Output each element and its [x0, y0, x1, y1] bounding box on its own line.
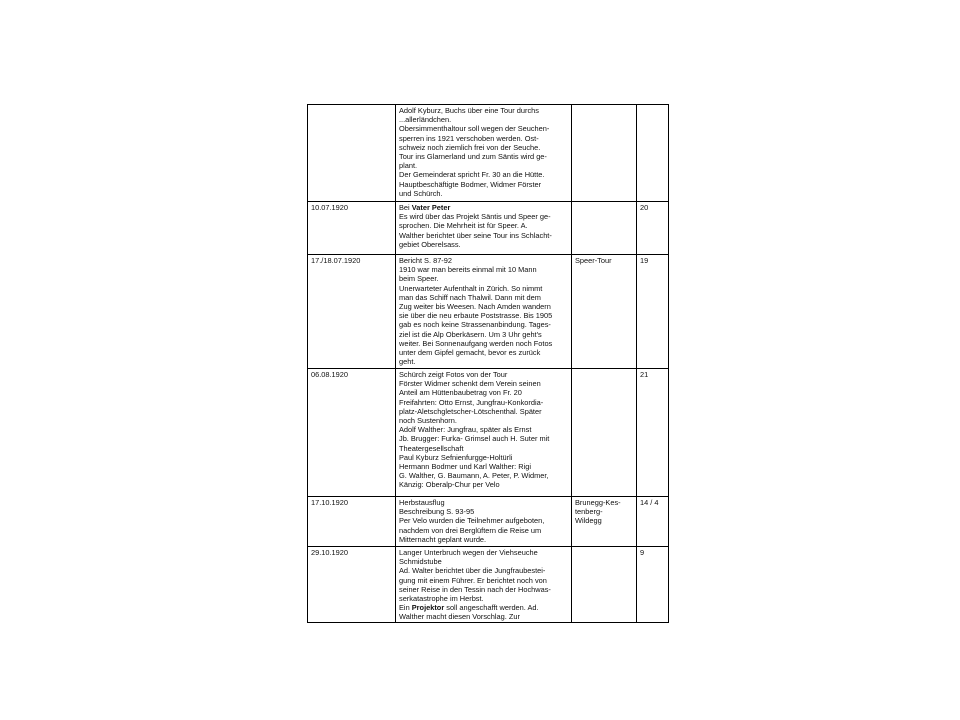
notes-cell — [396, 202, 572, 255]
note-line — [399, 161, 568, 170]
note-text: Theatergesellschaft — [399, 443, 464, 453]
note-line — [399, 203, 568, 212]
note-line — [399, 115, 568, 124]
note-line — [399, 152, 568, 161]
note-line — [399, 471, 568, 480]
log-row — [308, 255, 669, 369]
note-line — [399, 284, 568, 293]
note-line — [399, 516, 568, 525]
note-line — [399, 535, 568, 544]
note-text: Der Gemeinderat spricht Fr. 30 an die Hütte. — [399, 170, 545, 180]
note-line — [399, 388, 568, 397]
date-cell — [308, 497, 396, 547]
note-text: noch Sustenhorn. — [399, 416, 457, 426]
note-text: schweiz noch ziemlich frei von der Seuche. — [399, 142, 541, 152]
note-line — [399, 106, 568, 115]
note-text: Per Velo wurden die Teilnehmer aufgeboten, — [399, 516, 545, 526]
note-line — [399, 311, 568, 320]
note-text: Beschreibung S. 93-95 — [399, 507, 475, 517]
note-text: Hauptbeschäftigte Bodmer, Widmer Förster — [399, 179, 542, 189]
note-text: plant. — [399, 161, 418, 171]
note-text: Herbstausflug — [399, 498, 445, 507]
note-text: platz-Aletschgletscher-Lötschenthal. Später — [399, 406, 542, 416]
note-line — [399, 379, 568, 388]
meeting-log-table — [307, 104, 669, 623]
note-text: Bei — [399, 203, 412, 212]
note-line — [399, 170, 568, 179]
note-line — [399, 189, 568, 198]
note-line — [399, 320, 568, 329]
note-text: Walther berichtet über seine Tour ins Schlacht- — [399, 230, 552, 240]
note-text: Ein — [399, 603, 412, 613]
page-ref-text: 21 — [640, 370, 649, 379]
note-text: Zug weiter bis Weesen. Nach Amden wandern — [399, 302, 551, 312]
note-text: soll angeschafft werden. Ad. — [444, 603, 539, 613]
note-line — [399, 407, 568, 416]
note-line — [399, 585, 568, 594]
note-text: Känzig: Oberalp-Chur per Velo — [399, 480, 500, 490]
note-text: Freifahrten: Otto Ernst, Jungfrau-Konkordia- — [399, 397, 544, 407]
bold-name-text: Vater Peter — [411, 203, 451, 212]
note-line — [399, 348, 568, 357]
tour-cell — [572, 369, 637, 497]
note-line — [399, 221, 568, 230]
note-line — [399, 594, 568, 603]
note-line — [399, 330, 568, 339]
tour-cell — [572, 547, 637, 623]
page-ref-text: 20 — [640, 203, 649, 212]
note-text: gung mit einem Führer. Er berichtet noch von — [399, 575, 547, 585]
note-line — [399, 398, 568, 407]
log-row — [308, 105, 669, 202]
note-line — [399, 566, 568, 575]
note-text: Adolf Kyburz, Buchs über eine Tour durchs — [399, 106, 539, 115]
note-text: Obersimmenthaltour soll wegen der Seuchen- — [399, 124, 550, 134]
notes-cell — [396, 497, 572, 547]
log-row — [308, 547, 669, 623]
date-text: 17.10.1920 — [311, 498, 348, 507]
page-ref-text: 19 — [640, 256, 649, 265]
date-cell — [308, 105, 396, 202]
note-text: Ad. Walter berichtet über die Jungfraubestei- — [399, 566, 546, 576]
note-text: Adolf Walther: Jungfrau, später als Ernst — [399, 425, 532, 435]
note-text: Förster Widmer schenkt dem Verein seinen — [399, 379, 541, 389]
meeting-log-body — [308, 105, 669, 623]
page-ref-cell — [637, 255, 669, 369]
note-text: und Schürch. — [399, 188, 443, 198]
tour-text: Wildegg — [575, 516, 602, 526]
notes-cell — [396, 105, 572, 202]
note-line — [399, 557, 568, 566]
note-text: unter dem Gipfel gemacht, bevor es zurück — [399, 348, 541, 358]
date-text: 17./18.07.1920 — [311, 256, 361, 265]
note-line — [399, 425, 568, 434]
note-text: Langer Unterbruch wegen der Viehseuche — [399, 548, 538, 557]
tour-cell — [572, 255, 637, 369]
notes-cell — [396, 547, 572, 623]
date-cell — [308, 547, 396, 623]
note-text: Hermann Bodmer und Karl Walther: Rigi — [399, 462, 531, 472]
date-text: 29.10.1920 — [311, 548, 348, 557]
page-ref-text: 9 — [640, 548, 645, 557]
log-row — [308, 202, 669, 255]
note-line — [399, 302, 568, 311]
note-text: Anteil am Hüttenbaubetrag von Fr. 20 — [399, 388, 522, 398]
date-text: 06.08.1920 — [311, 370, 348, 379]
note-line — [399, 274, 568, 283]
note-line — [399, 339, 568, 348]
note-line — [399, 480, 568, 489]
date-cell — [308, 255, 396, 369]
notes-cell — [396, 255, 572, 369]
notes-cell — [396, 369, 572, 497]
note-text: ...allerländchen. — [399, 115, 452, 125]
note-line — [399, 548, 568, 557]
date-cell — [308, 202, 396, 255]
document-page — [307, 104, 668, 620]
note-text: sie über die neu erbaute Poststrasse. Bis 1905 — [399, 311, 553, 321]
note-line — [399, 180, 568, 189]
note-text: Paul Kyburz Sefnienfurgge-Holtürli — [399, 452, 513, 462]
note-text: sperren ins 1921 verschoben werden. Ost- — [399, 133, 539, 143]
note-text: gab es noch keine Strassenanbindung. Tages- — [399, 320, 551, 330]
note-text: beim Speer. — [399, 274, 439, 284]
note-text: ziel ist die Alp Oberkäsern. Um 3 Uhr geht's — [399, 329, 542, 339]
note-line — [399, 462, 568, 471]
note-text: man das Schiff nach Thalwil. Dann mit dem — [399, 292, 541, 302]
note-text: Mitternacht geplant wurde. — [399, 534, 487, 544]
note-text: Es wird über das Projekt Säntis und Speer ge- — [399, 212, 551, 222]
note-line — [399, 526, 568, 535]
note-text: 1910 war man bereits einmal mit 10 Mann — [399, 265, 537, 275]
note-text: Bericht S. 87-92 — [399, 256, 452, 265]
note-line — [399, 370, 568, 379]
page-ref-cell — [637, 105, 669, 202]
page-ref-cell — [637, 369, 669, 497]
note-line — [399, 256, 568, 265]
page-ref-cell — [637, 202, 669, 255]
note-text: Tour ins Glarnerland und zum Säntis wird ge- — [399, 152, 547, 162]
note-text: serkatastrophe im Herbst. — [399, 594, 484, 604]
note-line — [399, 143, 568, 152]
date-text: 10.07.1920 — [311, 203, 348, 212]
note-line — [399, 453, 568, 462]
note-text: sprochen. Die Mehrheit ist für Speer. A. — [399, 221, 528, 231]
note-text: Walther macht diesen Vorschlag. Zur — [399, 612, 520, 622]
note-text: seiner Reise in den Tessin nach der Hochwas- — [399, 584, 551, 594]
note-line — [399, 444, 568, 453]
page-ref-cell — [637, 497, 669, 547]
note-text: weiter. Bei Sonnenaufgang werden noch Fotos — [399, 338, 553, 348]
note-line — [399, 603, 568, 612]
note-line — [399, 212, 568, 221]
note-text: Schürch zeigt Fotos von der Tour — [399, 370, 508, 379]
note-line — [399, 231, 568, 240]
bold-name-text: Projektor — [411, 603, 445, 613]
note-line — [399, 416, 568, 425]
note-text: Schmidstube — [399, 557, 442, 567]
page-ref-text: 14 / 4 — [640, 498, 659, 507]
note-line — [399, 576, 568, 585]
tour-cell — [572, 202, 637, 255]
log-row — [308, 369, 669, 497]
note-text: G. Walther, G. Baumann, A. Peter, P. Widmer, — [399, 471, 549, 481]
note-text: Jb. Brugger: Furka- Grimsel auch H. Suter mit — [399, 434, 550, 444]
tour-cell — [572, 105, 637, 202]
note-text: gebiet Oberelsass. — [399, 239, 461, 249]
note-line — [399, 124, 568, 133]
note-line — [399, 357, 568, 366]
tour-cell — [572, 497, 637, 547]
note-text: Unerwarteter Aufenthalt in Zürich. So nimmt — [399, 283, 543, 293]
tour-text: Speer-Tour — [575, 256, 612, 265]
tour-text: tenberg- — [575, 507, 603, 517]
note-line — [399, 265, 568, 274]
note-line — [399, 434, 568, 443]
note-line — [399, 498, 568, 507]
note-line — [399, 134, 568, 143]
note-line — [399, 240, 568, 249]
tour-text: Brunegg-Kes- — [575, 498, 621, 507]
note-line — [399, 612, 568, 621]
date-cell — [308, 369, 396, 497]
note-line — [399, 507, 568, 516]
log-row — [308, 497, 669, 547]
note-text: nachdem von drei Berglüftern die Reise um — [399, 525, 542, 535]
note-text: geht. — [399, 357, 416, 367]
note-line — [399, 293, 568, 302]
page-ref-cell — [637, 547, 669, 623]
